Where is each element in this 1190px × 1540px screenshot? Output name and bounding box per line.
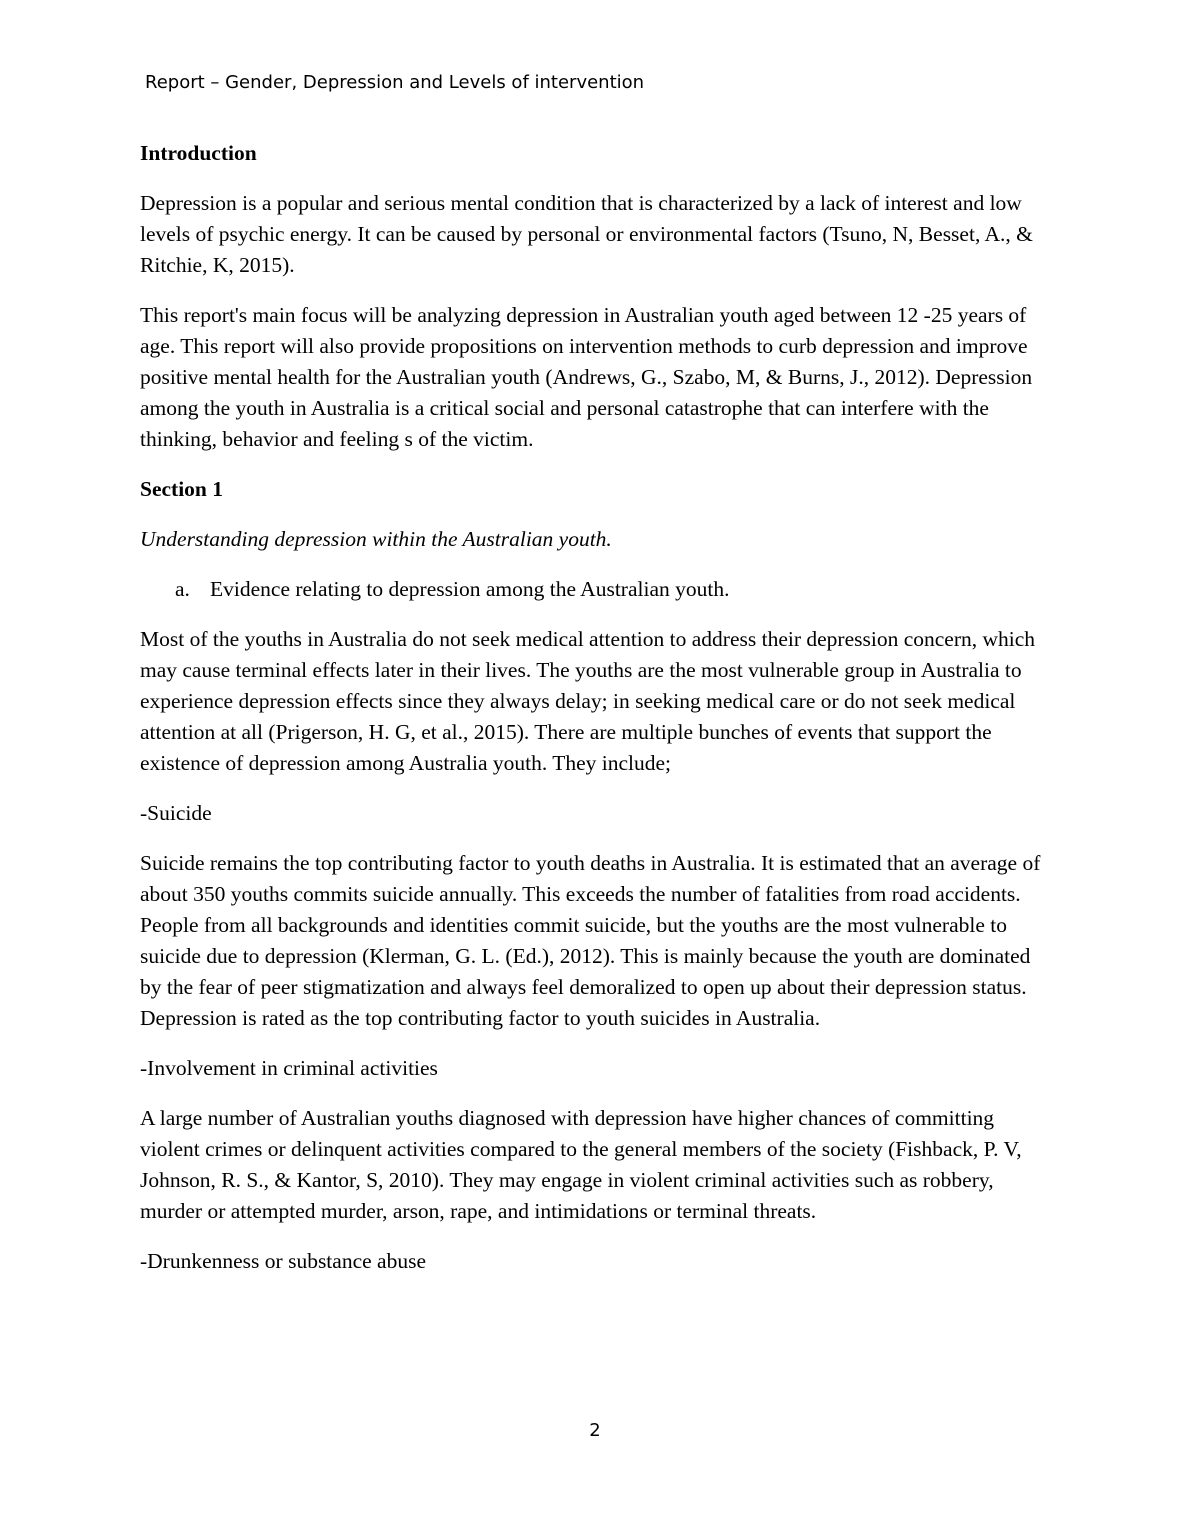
substance-abuse-subheading: -Drunkenness or substance abuse [140, 1249, 426, 1273]
list-item-a-text: Evidence relating to depression among the Australian youth. [210, 577, 730, 601]
criminal-activities-paragraph: A large number of Australian youths diagnosed with depression have higher chances of committing violent crimes or delinquent activities compared to the general members of the society (Fishback, P. V, Johnson, R. S., & Kantor, S, 2010). They may engage in violent criminal activities such as robbery, murder or attempted murder, arson, rape, and intimidations or terminal threats. [140, 1106, 1022, 1223]
introduction-paragraph-2: This report's main focus will be analyzing depression in Australian youth aged between 12 -25 years of age. This report will also provide propositions on intervention methods to curb depression and improve positive mental health for the Australian youth (Andrews, G., Szabo, M, & Burns, J., 2012). Depression among the youth in Australia is a critical social and personal catastrophe that can interfere with the thinking, behavior and feeling s of the victim. [140, 303, 1033, 451]
criminal-activities-subheading: -Involvement in criminal activities [140, 1056, 438, 1080]
document-body [140, 138, 1055, 1296]
list-item-a [140, 574, 1055, 605]
running-header: Report – Gender, Depression and Levels of intervention [145, 72, 645, 93]
suicide-paragraph: Suicide remains the top contributing factor to youth deaths in Australia. It is estimated that an average of about 350 youths commits suicide annually. This exceeds the number of fatalities from road accidents. People from all backgrounds and identities commit suicide, but the youths are the most vulnerable to suicide due to depression (Klerman, G. L. (Ed.), 2012). This is mainly because the youth are dominated by the fear of peer stigmatization and always feel demoralized to open up about their depression status. Depression is rated as the top contributing factor to youth suicides in Australia. [140, 851, 1041, 1030]
introduction-paragraph-1: Depression is a popular and serious mental condition that is characterized by a lack of interest and low levels of psychic energy. It can be caused by personal or environmental factors (Tsuno, N, Besset, A., & Ritchie, K, 2015). [140, 191, 1033, 277]
evidence-paragraph: Most of the youths in Australia do not seek medical attention to address their depression concern, which may cause terminal effects later in their lives. The youths are the most vulnerable group in Australia to experience depression effects since they always delay; in seeking medical care or do not seek medical attention at all (Prigerson, H. G, et al., 2015). There are multiple bunches of events that support the existence of depression among Australia youth. They include; [140, 627, 1036, 775]
list-marker-a: a. [175, 577, 190, 601]
section-1-subtitle: Understanding depression within the Australian youth. [140, 527, 612, 551]
page-number: 2 [589, 1420, 601, 1441]
introduction-heading: Introduction [140, 141, 257, 165]
suicide-subheading: -Suicide [140, 801, 212, 825]
section-1-heading: Section 1 [140, 477, 224, 501]
